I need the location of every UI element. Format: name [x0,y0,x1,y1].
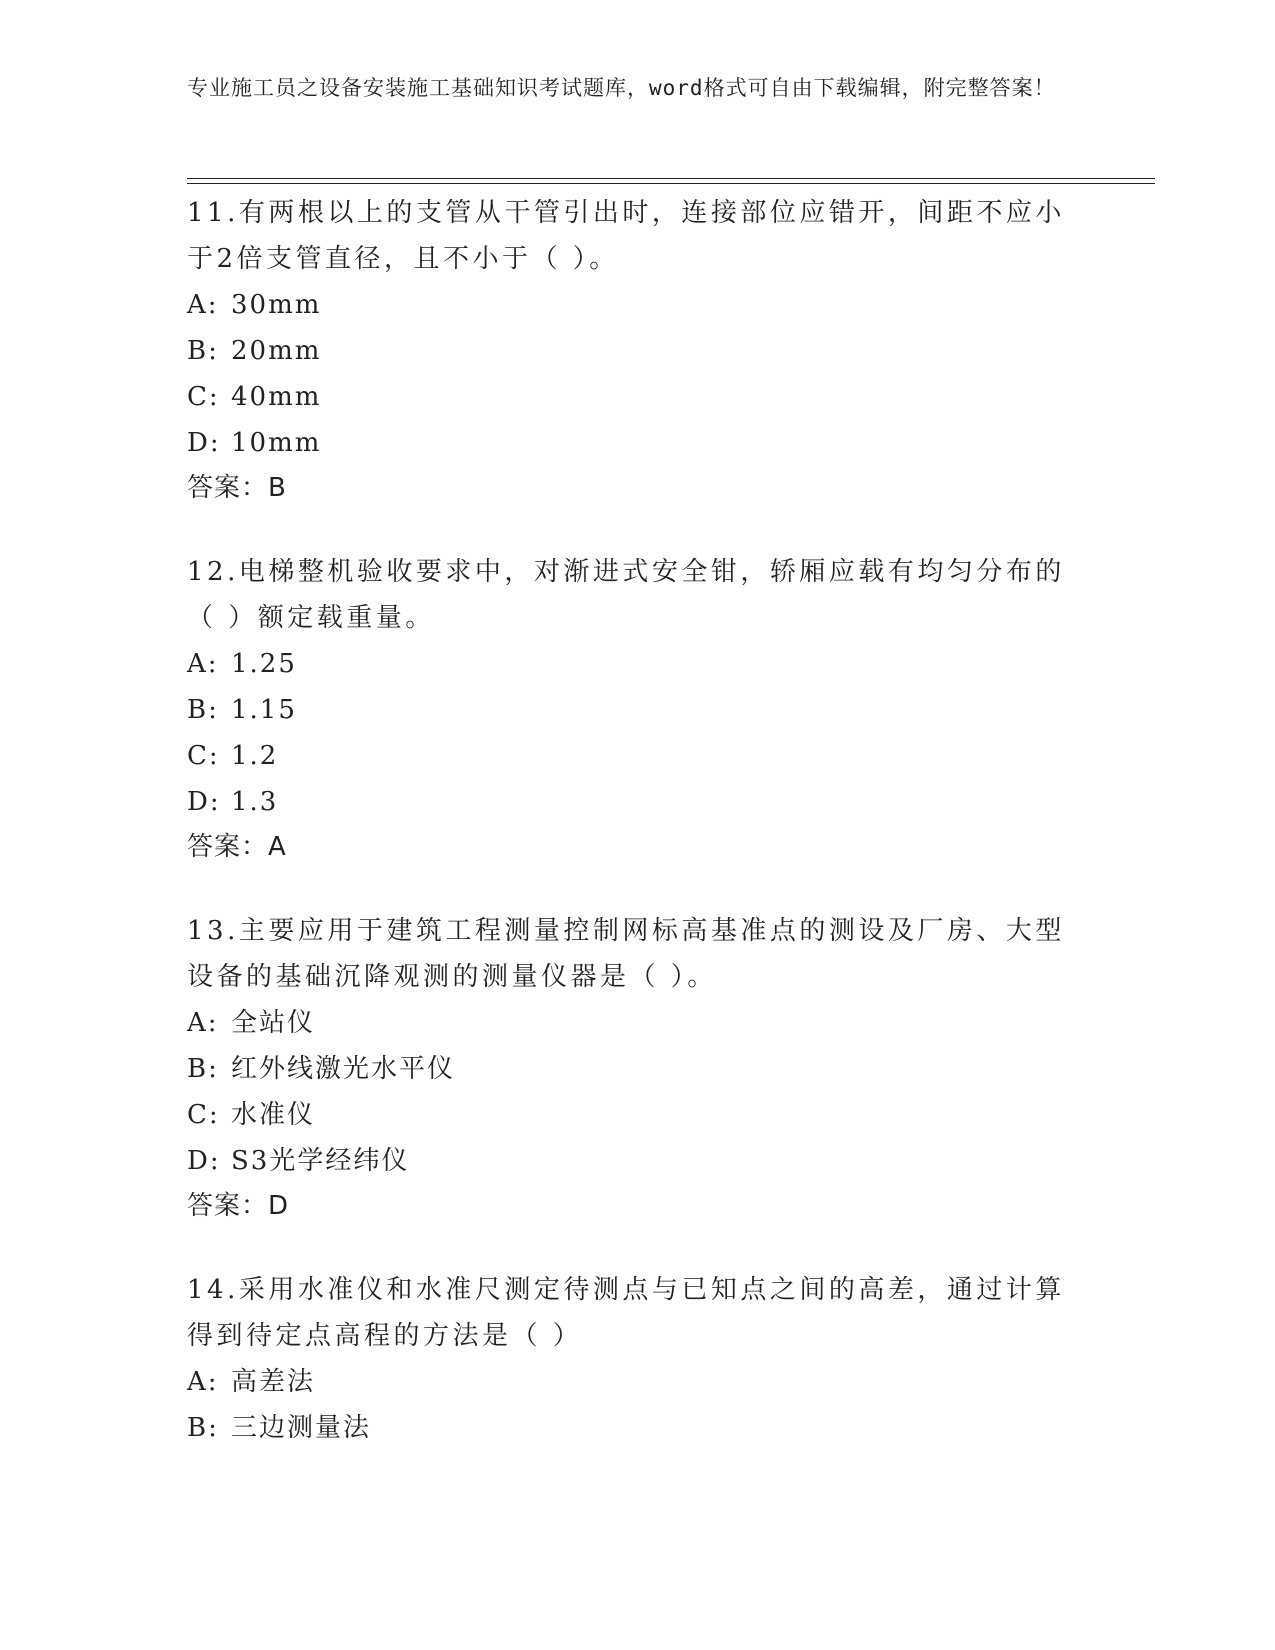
option-text: 30mm [231,290,322,320]
option-d [187,1138,1087,1184]
question-text: 13.主要应用于建筑工程测量控制网标高基准点的测设及厂房、大型设备的基础沉降观测的测量仪器是（ ）。 [187,916,1065,992]
option-b [187,1046,1087,1092]
option-text: 10mm [231,428,322,458]
option-letter: B: [187,336,219,366]
question-item [187,190,1087,510]
option-letter: B: [187,1413,219,1443]
option-text: 全站仪 [231,1008,316,1038]
question-item [187,908,1087,1228]
option-letter: C: [187,741,220,771]
option-text: 20mm [231,336,322,366]
option-d [187,779,1087,825]
option-c [187,733,1087,779]
question-text: 12.电梯整机验收要求中，对渐进式安全钳，轿厢应载有均匀分布的（ ）额定载重量。 [187,557,1065,633]
option-c [187,374,1087,420]
option-letter: B: [187,1054,219,1084]
question-text: 14.采用水准仪和水准尺测定待测点与已知点之间的高差，通过计算得到待定点高程的方法是（ ） [187,1275,1065,1351]
option-b [187,328,1087,374]
option-letter: D: [187,787,221,817]
question-item [187,549,1087,869]
option-a [187,282,1087,328]
question-item [187,1267,1087,1451]
document-header: 专业施工员之设备安装施工基础知识考试题库，word格式可自由下载编辑，附完整答案！ [187,76,1056,100]
option-letter: A: [187,290,219,320]
option-b [187,687,1087,733]
option-text: 三边测量法 [231,1413,372,1443]
option-text: 1.25 [231,649,297,679]
option-text: 红外线激光水平仪 [231,1054,456,1084]
option-letter: B: [187,695,219,725]
option-text: 1.3 [231,787,279,817]
answer-text: 答案：D [187,1191,290,1221]
option-text: 高差法 [231,1367,316,1397]
question-list [187,190,1087,1490]
question-text: 11.有两根以上的支管从干管引出时，连接部位应错开，间距不应小于2倍支管直径，且不小于（ ）。 [187,198,1065,274]
header-divider-top [187,178,1155,179]
option-letter: D: [187,428,221,458]
option-d [187,420,1087,466]
option-a [187,1359,1087,1405]
option-a [187,1000,1087,1046]
option-text: 水准仪 [231,1100,316,1130]
option-letter: A: [187,1367,219,1397]
answer-text: 答案：B [187,473,287,503]
option-letter: C: [187,382,220,412]
answer-text: 答案：A [187,832,287,862]
option-letter: D: [187,1146,221,1176]
header-divider-bottom [187,183,1155,184]
option-c [187,1092,1087,1138]
option-text: 40mm [231,382,322,412]
option-letter: A: [187,649,219,679]
option-b [187,1405,1087,1451]
option-text: S3光学经纬仪 [231,1146,410,1176]
option-text: 1.2 [231,741,279,771]
option-letter: C: [187,1100,220,1130]
option-text: 1.15 [231,695,297,725]
option-letter: A: [187,1008,219,1038]
option-a [187,641,1087,687]
